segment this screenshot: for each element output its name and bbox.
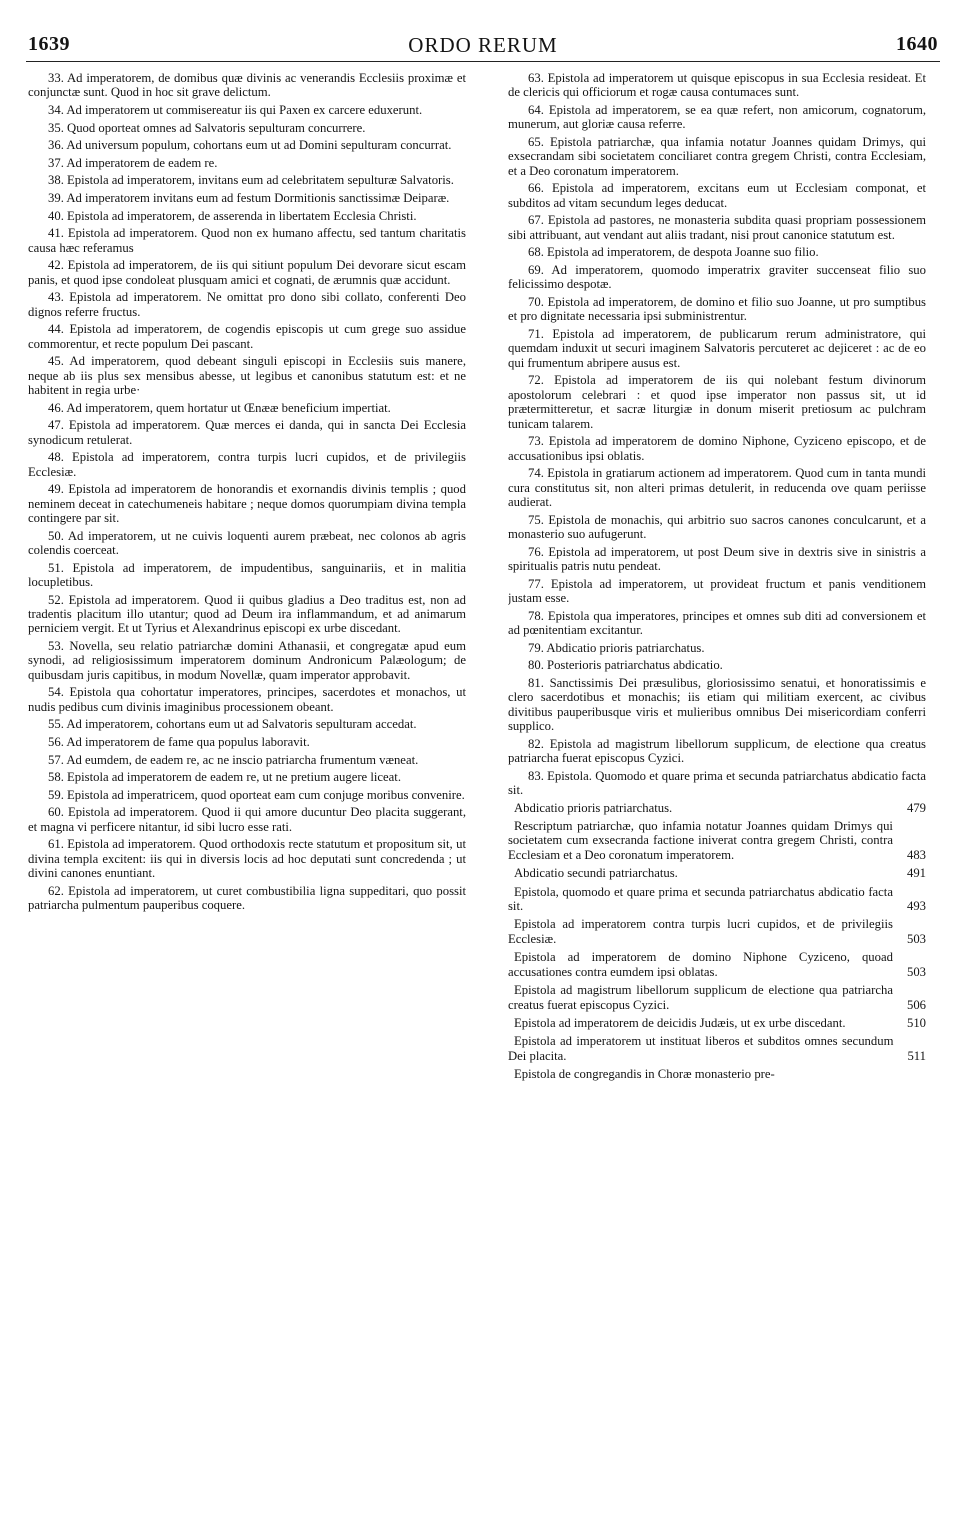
index-entry-page: 503: [906, 964, 926, 979]
toc-entry: 76. Epistola ad imperatorem, ut post Deum sive in dextris sive in sinistris a spiritualis patris nutu pendeat.: [508, 544, 926, 574]
toc-entry: 62. Epistola ad imperatorem, ut curet combustibilia ligna suppeditari, quo possit patriarcha pulmentum pauperibus coquere.: [28, 883, 466, 913]
index-entry-page: 491: [906, 866, 926, 881]
index-entry: [508, 819, 926, 862]
right-column: [508, 71, 926, 1533]
toc-entry: 73. Epistola ad imperatorem de domino Niphone, Cyziceno episcopo, et de accusationibus ipsi oblatis.: [508, 434, 926, 463]
index-entry: [508, 1034, 926, 1063]
index-entry-text: Rescriptum patriarchæ, quo infamia notatur Joannes quidam Drimys qui societatem cum exsecranda factione iniverat contra gregem Christi, contra Ecclesiam et a Deo coronatum imperatorem.: [508, 819, 893, 862]
toc-entry: 35. Quod oporteat omnes ad Salvatoris sepulturam concurrere.: [48, 120, 366, 135]
index-entry-page: 510: [906, 1015, 926, 1030]
index-entry-text: Epistola ad imperatorem contra turpis lucri cupidos, et de privilegiis Ecclesiæ.: [508, 917, 893, 946]
toc-entry: 70. Epistola ad imperatorem, de domino et filio suo Joanne, ut pro sumptibus et pro dignitate necessaria ipsi subministrentur.: [508, 295, 926, 324]
toc-entry: 44. Epistola ad imperatorem, de cogendis episcopis ut cum grege suo assidue commorentur, et recte populum Dei pascant.: [28, 322, 466, 351]
index-entry-text: Epistola ad imperatorem de domino Niphone Cyziceno, quoad accusationes contra eumdem ipsi oblatas.: [508, 950, 893, 979]
toc-entry: 33. Ad imperatorem, de domibus quæ divinis ac venerandis Ecclesiis proximæ et conjunctæ sunt. Quod in hoc sit grave delictum.: [28, 71, 466, 100]
toc-entry: 42. Epistola ad imperatorem, de iis qui sitiunt populum Dei devorare sicut escam panis, et quod ipse condoleat plusquam amici et cognati, de ærumnis quæ accidunt.: [28, 258, 466, 287]
index-entry: [508, 983, 926, 1012]
index-entry-text: Abdicatio secundi patriarchatus.: [514, 866, 678, 881]
toc-entry: 36. Ad universum populum, cohortans eum ut ad Domini sepulturam concurrat.: [48, 138, 452, 153]
toc-entry: 48. Epistola ad imperatorem, contra turpis lucri cupidos, et de privilegiis Ecclesiæ.: [28, 450, 466, 479]
toc-entry: 66. Epistola ad imperatorem, excitans eum ut Ecclesiam componat, et subditos ad vitam secundum leges deducat.: [508, 181, 926, 210]
index-entry-page: 506: [906, 997, 926, 1012]
left-page-number: 1639: [28, 33, 70, 55]
toc-entry: 74. Epistola in gratiarum actionem ad imperatorem. Quod cum in tanta mundi cura constitutus sit, non alteri primas detulerit, in reducenda ove quam periisse audierat.: [508, 466, 926, 510]
toc-entry: 56. Ad imperatorem de fame qua populus laboravit.: [48, 734, 310, 749]
toc-entry: 82. Epistola ad magistrum libellorum supplicum, de electione qua creatus patriarcha fuerat episcopus Cyzici.: [508, 736, 926, 766]
toc-entry: 54. Epistola qua cohortatur imperatores, principes, sacerdotes et monachos, ut nudis pedibus cum divinis imaginibus processionem obeant.: [28, 685, 466, 714]
index-entry: [508, 950, 926, 979]
index-entry-page: 503: [906, 931, 926, 946]
toc-entry: 80. Posterioris patriarchatus abdicatio.: [528, 658, 723, 673]
toc-entry: 75. Epistola de monachis, qui arbitrio suo sacros canones conculcarunt, et a monasterio suo aufugerunt.: [508, 512, 926, 542]
index-entry-text: Epistola, quomodo et quare prima et secunda patriarchatus abdicatio facta sit.: [508, 884, 893, 914]
toc-entry: 81. Sanctissimis Dei præsulibus, gloriosissimo senatui, et honoratissimis e clero sacerdotibus et monachis; iis etiam qui militiam exercent, ac civibus divitibus pauperibusque viris et mulieribus omnibus Dei misericordiam conferri supplico.: [508, 675, 926, 734]
toc-entry: 64. Epistola ad imperatorem, se ea quæ refert, non amicorum, cognatorum, munerum, aut gloriæ causa referre.: [508, 103, 926, 132]
running-title: ORDO RERUM: [408, 33, 558, 57]
toc-entry: 37. Ad imperatorem de eadem re.: [48, 155, 218, 170]
toc-entry: 40. Epistola ad imperatorem, de asserenda in libertatem Ecclesia Christi.: [48, 208, 417, 223]
toc-entry: 71. Epistola ad imperatorem, de publicarum rerum administratore, qui quemdam induxit ut securi imaginem Salvatoris percuteret ac dejiceret : ac de eo qui frumentum abripere ausus est.: [508, 327, 926, 370]
index-entry-page: 493: [906, 899, 926, 914]
index-entry: [508, 801, 926, 815]
toc-entry: 59. Epistola ad imperatricem, quod oporteat eam cum conjuge moribus convenire.: [48, 787, 465, 802]
index-entry-text: Epistola de congregandis in Choræ monasterio pre-: [514, 1067, 775, 1082]
index-entry-text: Epistola ad imperatorem ut instituat liberos et subditos omnes secundum Dei placita.: [508, 1034, 894, 1063]
toc-entry: 47. Epistola ad imperatorem. Quæ merces ei danda, qui in sancta Dei Ecclesia synodicum retulerat.: [28, 418, 466, 447]
index-entry: [508, 1016, 926, 1030]
toc-entry: 68. Epistola ad imperatorem, de despota Joanne suo filio.: [528, 245, 819, 260]
index-entry: [508, 866, 926, 880]
toc-entry: 43. Epistola ad imperatorem. Ne omittat pro dono sibi collato, conferenti Deo dignos referre fructus.: [28, 290, 466, 319]
right-page-number: 1640: [896, 33, 938, 55]
toc-entry: 72. Epistola ad imperatorem de iis qui nolebant festum divinorum apostolorum celebrari : et quod ipse imperator non passus sit, ut id prætermitteretur, et sacræ liturgiæ in donum miserit pretiosum ac pulchram tunicam talarem.: [508, 373, 926, 431]
toc-entry: 67. Epistola ad pastores, ne monasteria subdita quasi propriam possessionem sibi attribuant, aut vendant aut aliis tradant, nisi prout canonice statutum est.: [508, 213, 926, 242]
index-entry-text: Abdicatio prioris patriarchatus.: [514, 800, 673, 815]
toc-entry: 49. Epistola ad imperatorem de honorandis et exornandis divinis templis ; quod neminem deceat in catechumeneis habitare ; neque domos quorumpiam divina templa contingere par sit.: [28, 482, 466, 525]
toc-entry: 65. Epistola patriarchæ, qua infamia notatur Joannes quidam Drimys, qui exsecrandam sibi societatem conciliaret contra gregem Christi, contra Ecclesiam, et a Deo coronatum imperatorem.: [508, 135, 926, 178]
index-entry: [508, 885, 926, 914]
toc-entry: 78. Epistola qua imperatores, principes et omnes sub diti ad conversionem et ad pœnitentiam excitantur.: [508, 608, 926, 638]
toc-entry: 41. Epistola ad imperatorem. Quod non ex humano affectu, sed tantum charitatis causa hæc referamus: [28, 226, 466, 255]
index-entry-page: 479: [906, 800, 926, 815]
index-entry-text: Epistola ad magistrum libellorum supplicum de electione qua patriarcha creatus fuerat episcopus Cyzici.: [508, 983, 893, 1012]
toc-entry: 58. Epistola ad imperatorem de eadem re, ut ne pretium augere liceat.: [48, 770, 401, 785]
toc-entry: 79. Abdicatio prioris patriarchatus.: [528, 640, 705, 655]
toc-entry: 34. Ad imperatorem ut commisereatur iis qui Paxen ex carcere eduxerunt.: [48, 103, 423, 117]
toc-entry: 77. Epistola ad imperatorem, ut provideat fructum et panis venditionem justam esse.: [508, 576, 926, 606]
toc-entry: 53. Novella, seu relatio patriarchæ domini Athanasii, et congregatæ apud eum synodi, ad religiosissimum imperatorem dominum Andronicum Palæologum; de quibusdam juris capitibus, in modum Novellæ, quam imperator approbavit.: [28, 638, 466, 682]
index-entry-page: 511: [907, 1048, 926, 1063]
toc-entry: 45. Ad imperatorem, quod debeant singuli episcopi in Ecclesiis suis manere, neque ab iis plus sex mensibus abesse, ut legibus et canonibus statutum est: et ne habitent in regia urbe·: [28, 354, 466, 397]
toc-entry: 69. Ad imperatorem, quomodo imperatrix graviter succenseat filio suo felicissimo despotæ.: [508, 263, 926, 292]
index-entry: [508, 1067, 926, 1081]
toc-entry: 60. Epistola ad imperatorem. Quod ii qui amore ducuntur Deo placita suggerant, et magna vi perficere nitantur, id sibi lucro esse rati.: [28, 805, 466, 834]
toc-entry: 38. Epistola ad imperatorem, invitans eum ad celebritatem sepulturæ Salvatoris.: [48, 173, 454, 188]
toc-entry: 50. Ad imperatorem, ut ne cuivis loquenti aurem præbeat, nec colonos ab agris colendis coerceat.: [28, 528, 466, 557]
toc-entry: 63. Epistola ad imperatorem ut quisque episcopus in sua Ecclesia resideat. Et de clericis qui officiorum et rogæ causa contumaces sunt.: [508, 71, 926, 100]
toc-entry: 57. Ad eumdem, de eadem re, ac ne inscio patriarcha frumentum væneat.: [48, 752, 419, 767]
toc-entry: 55. Ad imperatorem, cohortans eum ut ad Salvatoris sepulturam accedat.: [48, 717, 417, 732]
index-entry: [508, 917, 926, 946]
page-header: [26, 31, 940, 62]
toc-entry: 46. Ad imperatorem, quem hortatur ut Œnææ beneficium impertiat.: [48, 400, 391, 415]
toc-entry: 51. Epistola ad imperatorem, de impudentibus, sanguinariis, et in malitia locupletibus.: [28, 560, 466, 589]
toc-entry: 83. Epistola. Quomodo et quare prima et secunda patriarchatus abdicatio facta sit.: [508, 768, 926, 798]
toc-entry: 39. Ad imperatorem invitans eum ad festum Dormitionis sanctissimæ Deiparæ.: [48, 190, 450, 205]
left-column: [28, 71, 466, 1533]
index-entry-page: 483: [906, 847, 926, 862]
toc-entry: 52. Epistola ad imperatorem. Quod ii quibus gladius a Deo traditus est, non ad tradentis placitum illo utantur; quod ad Deum ira inflammandum, et ad animarum perniciem vergit. Et ut Tyrius et Alexandrinus episcopi ex urbe discedant.: [28, 592, 466, 636]
index-entry-text: Epistola ad imperatorem de deicidis Judæis, ut ex urbe discedant.: [514, 1015, 846, 1030]
toc-entry: 61. Epistola ad imperatorem. Quod orthodoxis recte statutum et propositum sit, ut divina templa excitent: iis qui in diversis locis ad hoc deputati sunt concredenda ; ut divini canones enuntiant.: [28, 837, 466, 881]
